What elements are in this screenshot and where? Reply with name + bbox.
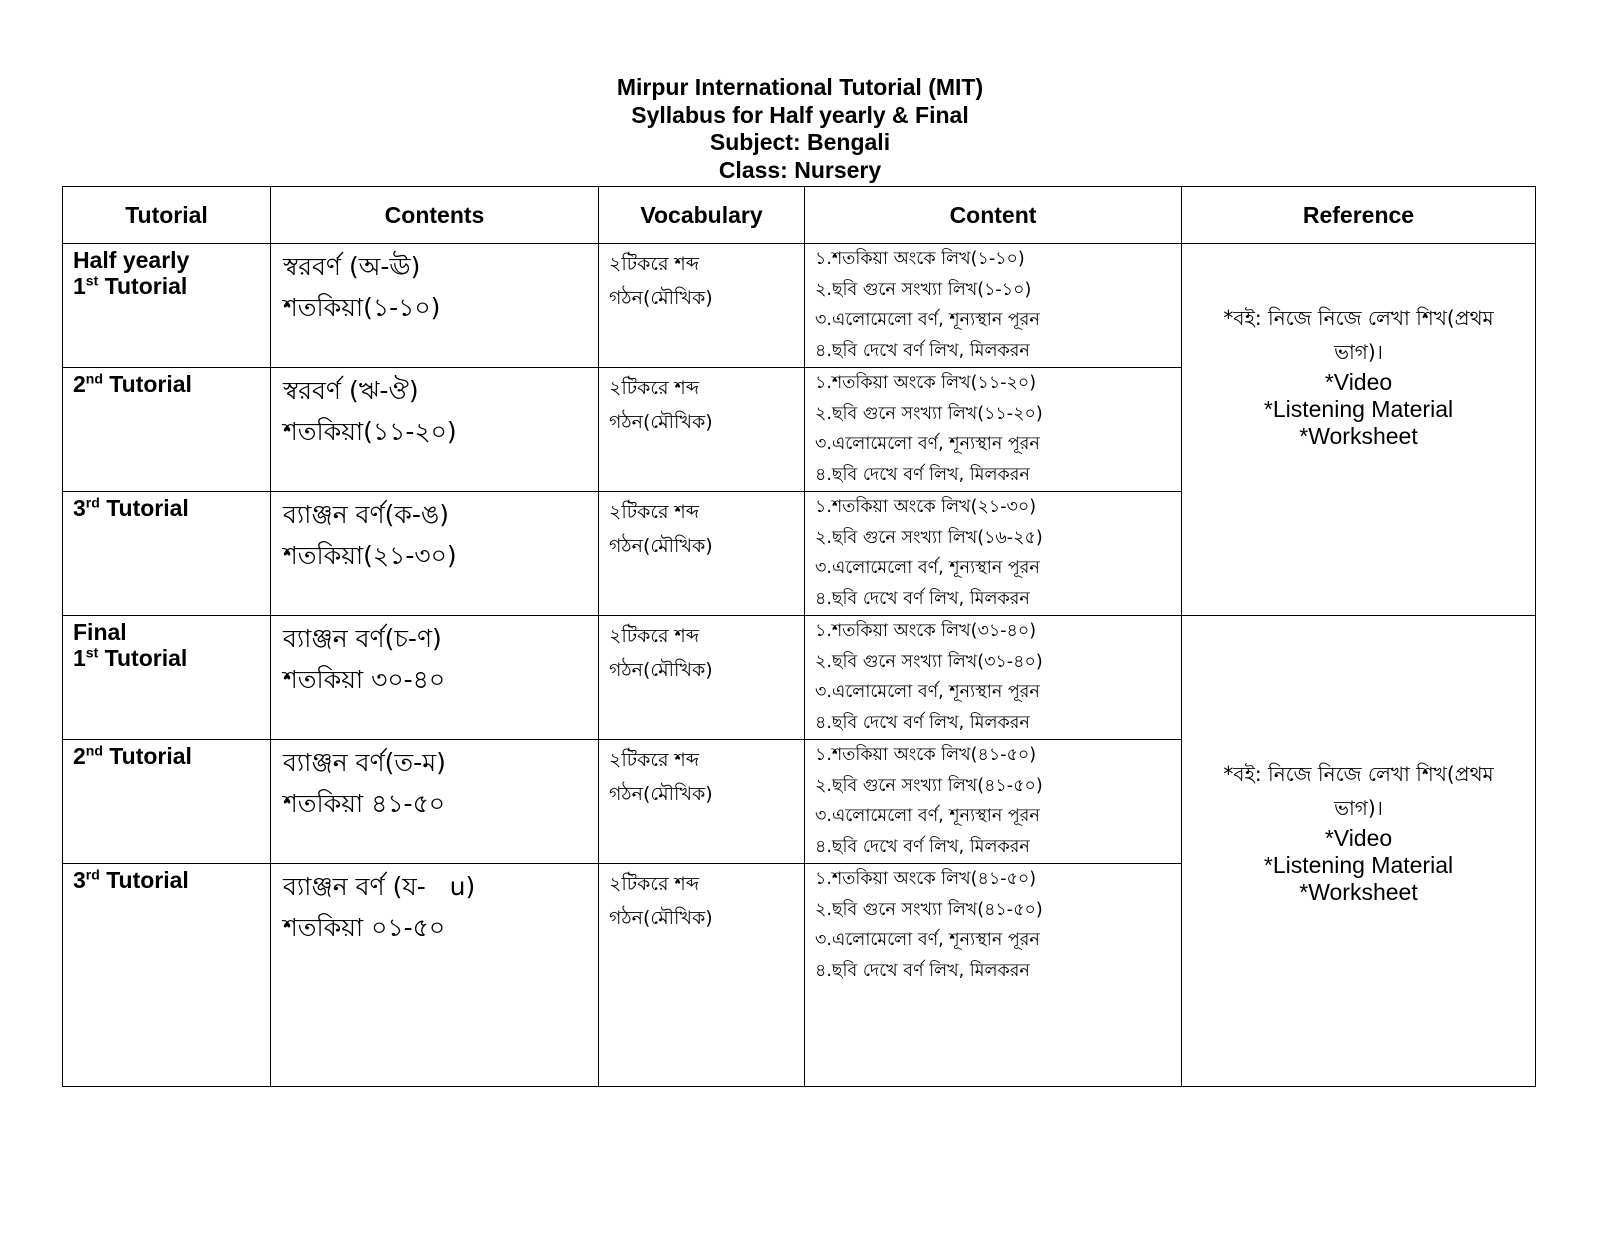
contents-cell	[271, 616, 599, 740]
reference-item: *Worksheet	[1299, 878, 1418, 905]
column-header-vocabulary: Vocabulary	[599, 187, 805, 244]
vocabulary-line: ২টিকরে শব্দ	[609, 625, 700, 647]
content-item: ১.শতকিয়া অংকে লিখ(৪১-৫০)	[815, 745, 1037, 765]
vocabulary-line: ২টিকরে শব্দ	[609, 873, 700, 895]
syllabus-table	[62, 186, 1536, 1087]
column-header-contents: Contents	[271, 187, 599, 244]
vocabulary-cell	[599, 492, 805, 616]
content-item: ২.ছবি গুনে সংখ্যা লিখ(৪১-৫০)	[815, 899, 1043, 920]
content-item: ২.ছবি গুনে সংখ্যা লিখ(৩১-৪০)	[815, 651, 1043, 672]
content-item: ৪.ছবি দেখে বর্ণ লিখ, মিলকরন	[815, 340, 1030, 361]
content-item: ২.ছবি গুনে সংখ্যা লিখ(৪১-৫০)	[815, 775, 1043, 796]
content-item: ৩.এলোমেলো বর্ণ, শূন্যস্থান পূরন	[815, 558, 1040, 578]
school-name: Mirpur International Tutorial (MIT)	[616, 74, 984, 100]
tutorial-word: Tutorial	[109, 743, 192, 769]
reference-item: *Video	[1324, 824, 1393, 851]
content-item: ৩.এলোমেলো বর্ণ, শূন্যস্থান পূরন	[815, 682, 1040, 702]
syllabus-title: Syllabus for Half yearly & Final	[631, 101, 969, 128]
content-item: ১.শতকিয়া অংকে লিখ(৪১-৫০)	[815, 869, 1037, 889]
vocabulary-cell	[599, 616, 805, 740]
reference-item: *Listening Material	[1263, 851, 1454, 878]
vocabulary-line: গঠন(মৌখিক)	[609, 907, 713, 929]
content-item: ৩.এলোমেলো বর্ণ, শূন্যস্থান পূরন	[815, 806, 1040, 826]
tutorial-word: Tutorial	[106, 495, 189, 521]
vocabulary-cell	[599, 368, 805, 492]
table-row	[63, 616, 1536, 740]
vocabulary-cell	[599, 740, 805, 864]
vocabulary-line: ২টিকরে শব্দ	[609, 377, 700, 399]
vocabulary-line: গঠন(মৌখিক)	[609, 783, 713, 805]
vocabulary-line: গঠন(মৌখিক)	[609, 411, 713, 433]
vocabulary-line: ২টিকরে শব্দ	[609, 501, 700, 523]
content-item: ৪.ছবি দেখে বর্ণ লিখ, মিলকরন	[815, 712, 1030, 733]
vocabulary-line: ২টিকরে শব্দ	[609, 749, 700, 771]
term-label: Final	[73, 619, 127, 645]
ordinal-suffix: rd	[85, 494, 100, 511]
tutorial-number: 1	[73, 645, 86, 671]
column-header-reference: Reference	[1182, 187, 1536, 244]
vocabulary-cell	[599, 864, 805, 1087]
contents-line: ব্যাঞ্জন বর্ণ(ত-ম)	[283, 748, 446, 777]
contents-line: স্বরবর্ণ (অ-ঊ)	[283, 252, 421, 281]
reference-item: *Video	[1324, 369, 1393, 395]
term-label: Half yearly	[73, 247, 190, 273]
content-item: ৪.ছবি দেখে বর্ণ লিখ, মিলকরন	[815, 960, 1030, 981]
vocabulary-line: গঠন(মৌখিক)	[609, 535, 713, 557]
contents-cell	[271, 864, 599, 1087]
tutorial-word: Tutorial	[104, 273, 188, 299]
content-cell	[805, 368, 1182, 492]
column-header-tutorial: Tutorial	[63, 187, 271, 244]
ordinal-suffix: rd	[85, 866, 100, 883]
reference-item: *Worksheet	[1299, 423, 1418, 449]
vocabulary-line: গঠন(মৌখিক)	[609, 659, 713, 681]
content-item: ৪.ছবি দেখে বর্ণ লিখ, মিলকরন	[815, 464, 1030, 485]
reference-book-line: ভাগ)।	[1334, 340, 1383, 364]
content-item: ৩.এলোমেলো বর্ণ, শূন্যস্থান পূরন	[815, 310, 1040, 330]
contents-line: শতকিয়া ৪১-৫০	[283, 789, 446, 818]
contents-line: শতকিয়া(১১-২০)	[283, 417, 457, 446]
ordinal-suffix: nd	[85, 370, 103, 387]
content-item: ৪.ছবি দেখে বর্ণ লিখ, মিলকরন	[815, 836, 1030, 857]
tutorial-word: Tutorial	[106, 867, 189, 893]
contents-cell	[271, 244, 599, 368]
content-cell	[805, 864, 1182, 1087]
contents-line: শতকিয়া ৩০-৪০	[283, 665, 446, 694]
contents-line: শতকিয়া(১-১০)	[283, 293, 441, 322]
content-item: ১.শতকিয়া অংকে লিখ(২১-৩০)	[815, 497, 1037, 517]
vocabulary-cell	[599, 244, 805, 368]
tutorial-word: Tutorial	[109, 371, 192, 397]
column-header-content: Content	[805, 187, 1182, 244]
reference-cell-final	[1182, 616, 1536, 1087]
reference-book-line: *বই: নিজে নিজে লেখা শিখ(প্রথম	[1223, 761, 1494, 786]
content-cell	[805, 740, 1182, 864]
contents-cell	[271, 740, 599, 864]
reference-book-line: ভাগ)।	[1334, 795, 1383, 820]
content-item: ২.ছবি গুনে সংখ্যা লিখ(১-১০)	[815, 279, 1032, 300]
reference-book-line: *বই: নিজে নিজে লেখা শিখ(প্রথম	[1223, 306, 1494, 330]
contents-line: শতকিয়া ০১-৫০	[283, 913, 446, 942]
content-cell	[805, 616, 1182, 740]
tutorial-number: 2	[73, 371, 86, 397]
content-cell	[805, 244, 1182, 368]
tutorial-cell	[63, 864, 271, 1087]
content-item: ১.শতকিয়া অংকে লিখ(৩১-৪০)	[815, 621, 1037, 641]
content-item: ৩.এলোমেলো বর্ণ, শূন্যস্থান পূরন	[815, 434, 1040, 454]
ordinal-suffix: nd	[85, 742, 103, 759]
table-row	[63, 244, 1536, 368]
content-item: ৪.ছবি দেখে বর্ণ লিখ, মিলকরন	[815, 588, 1030, 609]
tutorial-number: 1	[73, 273, 86, 299]
tutorial-number: 2	[73, 743, 86, 769]
vocabulary-line: ২টিকরে শব্দ	[609, 253, 700, 275]
tutorial-word: Tutorial	[104, 645, 188, 671]
content-cell	[805, 492, 1182, 616]
vocabulary-line: গঠন(মৌখিক)	[609, 287, 713, 309]
document-header	[0, 74, 1600, 184]
content-item: ২.ছবি গুনে সংখ্যা লিখ(১৬-২৫)	[815, 527, 1043, 548]
tutorial-cell	[63, 740, 271, 864]
contents-cell	[271, 368, 599, 492]
contents-line: ব্যাঞ্জন বর্ণ(ক-ঙ)	[283, 500, 450, 529]
content-item: ১.শতকিয়া অংকে লিখ(১-১০)	[815, 249, 1025, 269]
contents-line: শতকিয়া(২১-৩০)	[283, 541, 457, 570]
contents-line: স্বরবর্ণ (ঋ-ঔ)	[283, 376, 419, 405]
ordinal-suffix: st	[85, 272, 99, 289]
content-item: ১.শতকিয়া অংকে লিখ(১১-২০)	[815, 373, 1037, 393]
contents-cell	[271, 492, 599, 616]
ordinal-suffix: st	[85, 644, 99, 661]
content-item: ৩.এলোমেলো বর্ণ, শূন্যস্থান পূরন	[815, 930, 1040, 950]
tutorial-cell	[63, 244, 271, 368]
tutorial-number: 3	[73, 867, 86, 893]
contents-line: ব্যাঞ্জন বর্ণ (য- u)	[283, 872, 476, 901]
table-header-row	[63, 187, 1536, 244]
reference-item: *Listening Material	[1263, 396, 1454, 422]
reference-cell-half-yearly	[1182, 244, 1536, 616]
class-label: Class: Nursery	[718, 156, 882, 183]
content-item: ২.ছবি গুনে সংখ্যা লিখ(১১-২০)	[815, 403, 1043, 424]
subject-label: Subject: Bengali	[709, 129, 891, 155]
tutorial-number: 3	[73, 495, 86, 521]
contents-line: ব্যাঞ্জন বর্ণ(চ-ণ)	[283, 624, 442, 653]
tutorial-cell	[63, 616, 271, 740]
tutorial-cell	[63, 492, 271, 616]
tutorial-cell	[63, 368, 271, 492]
